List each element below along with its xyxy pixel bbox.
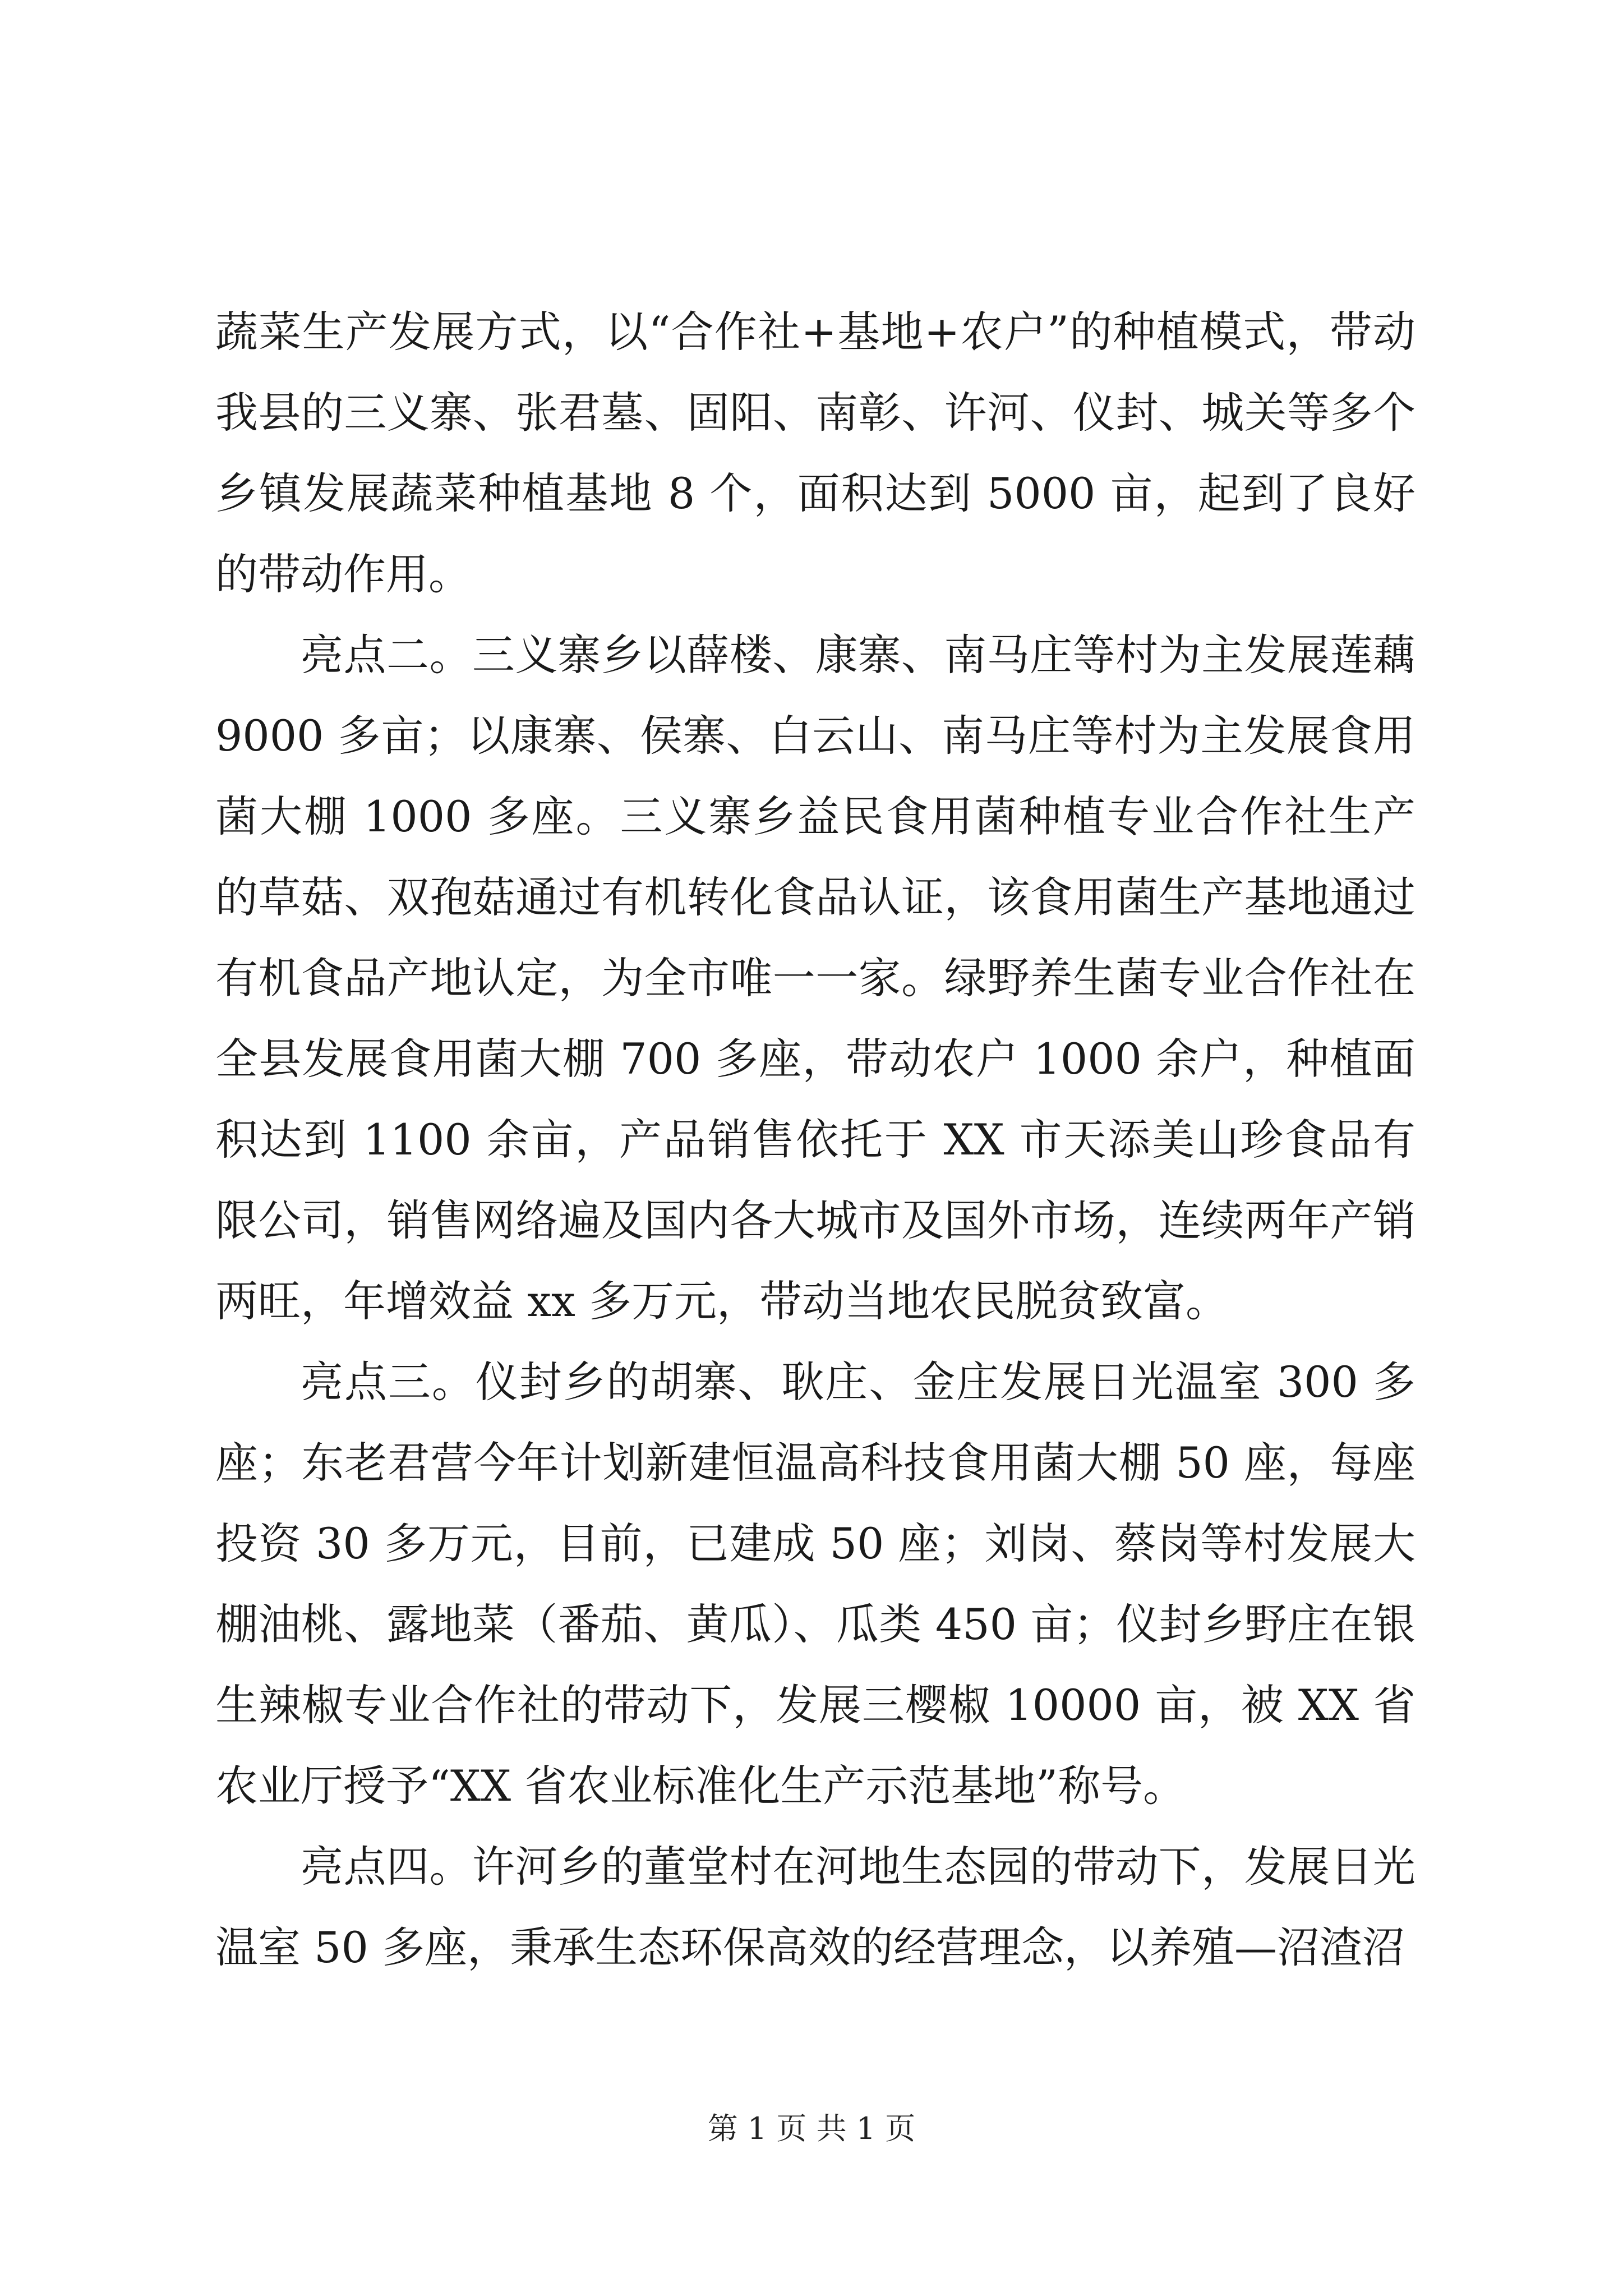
paragraph-3-highlight-three: 亮点三。仪封乡的胡寨、耿庄、金庄发展日光温室 300 多座；东老君营今年计划新建恒温高科技食用菌大棚 50 座，每座投资 30 多万元，目前，已建成 50 座；刘岗、蔡岗等村发展大棚油桃、露地菜（番茄、黄瓜）、瓜类 450 亩；仪封乡野庄在银生辣椒专业合作社的带动下，发展三樱椒 10000 亩，被 XX 省农业厅授予“XX 省农业标准化生产示范基地”称号。 xyxy=(215,1357,1415,1811)
page-number-footer: 第 1 页 共 1 页 xyxy=(707,2111,916,2146)
document-body xyxy=(215,292,1415,1988)
paragraph-2-highlight-two: 亮点二。三义寨乡以薛楼、康寨、南马庄等村为主发展莲藕 9000 多亩；以康寨、侯寨、白云山、南马庄等村为主发展食用菌大棚 1000 多座。三义寨乡益民食用菌种植专业合作社生产的草菇、双孢菇通过有机转化食品认证，该食用菌生产基地通过有机食品产地认定，为全市唯一一家。绿野养生菌专业合作社在全县发展食用菌大棚 700 多座，带动农户 1000 余户，种植面积达到 1100 余亩，产品销售依托于 XX 市天添美山珍食品有限公司，销售网络遍及国内各大城市及国外市场，连续两年产销两旺，年增效益 xx 多万元，带动当地农民脱贫致富。 xyxy=(215,630,1415,1326)
paragraph-1: 蔬菜生产发展方式，以“合作社+基地+农户”的种植模式，带动我县的三义寨、张君墓、固阳、南彰、许河、仪封、城关等多个乡镇发展蔬菜种植基地 8 个，面积达到 5000 亩，起到了良好的带动作用。 xyxy=(215,307,1415,599)
paragraph-4-highlight-four: 亮点四。许河乡的董堂村在河地生态园的带动下，发展日光温室 50 多座，秉承生态环保高效的经营理念，以养殖—沼渣沼 xyxy=(215,1842,1415,1972)
